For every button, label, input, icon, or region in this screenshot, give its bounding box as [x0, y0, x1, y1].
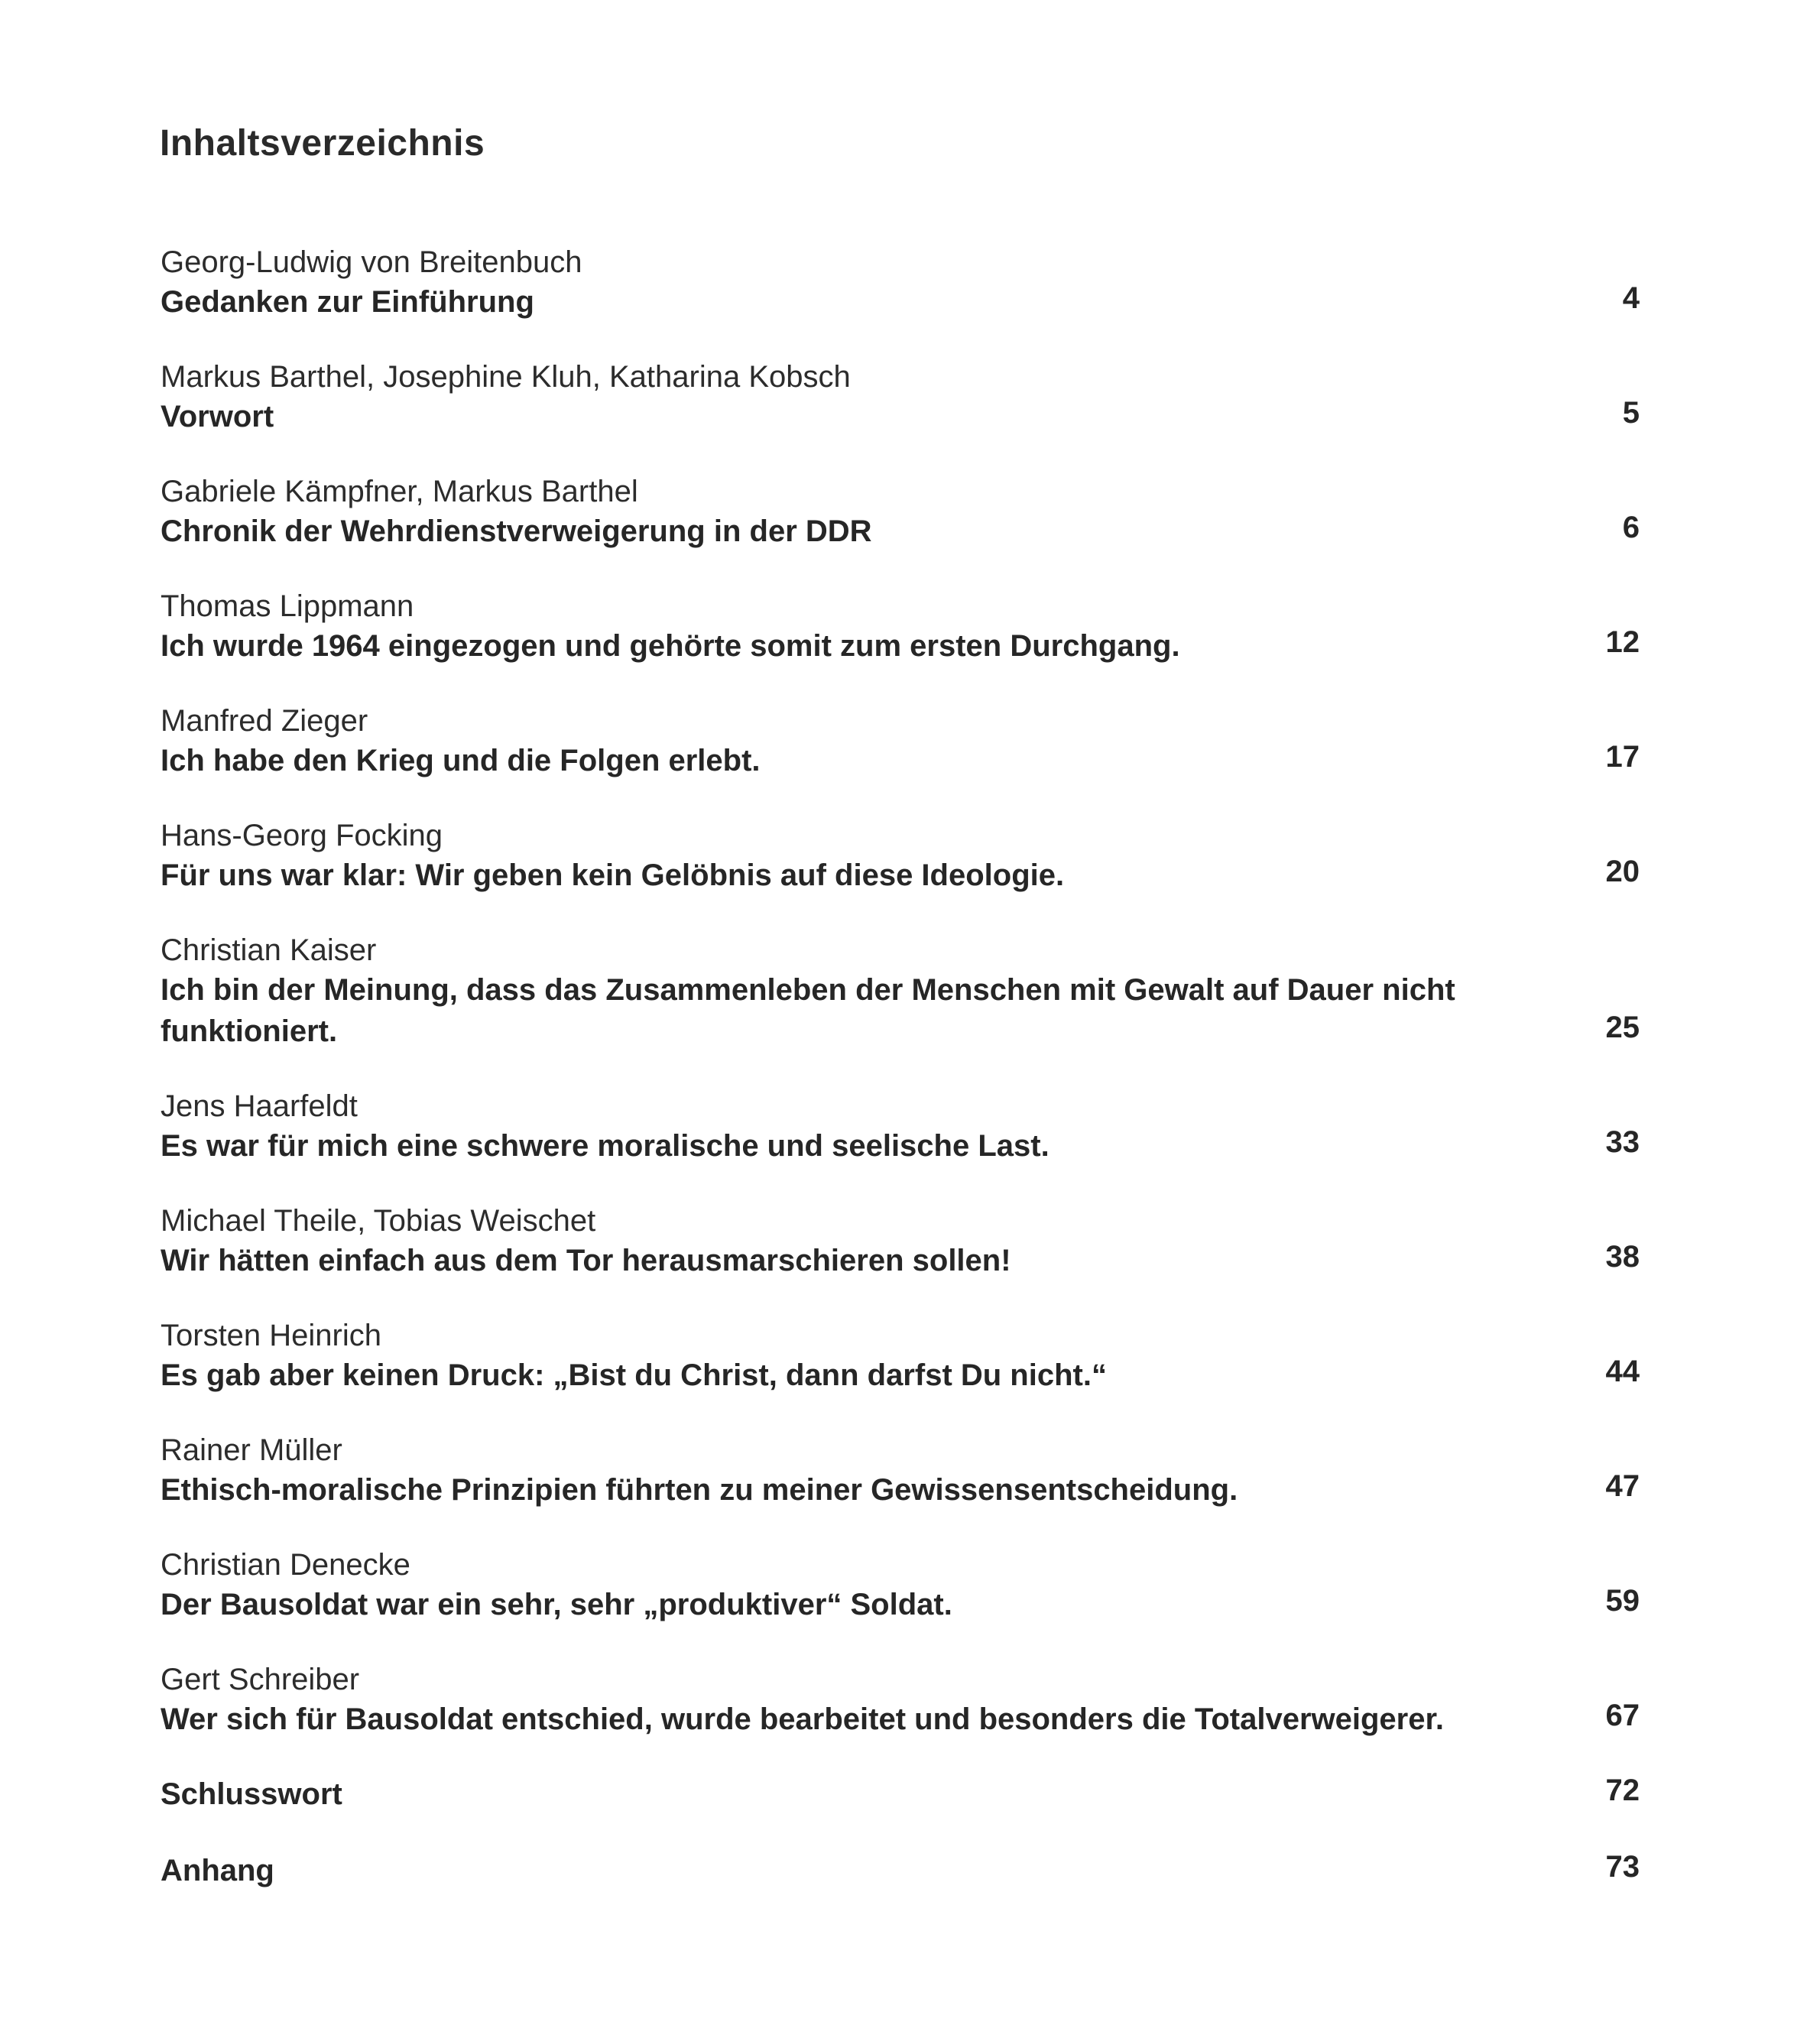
entry-author: Manfred Zieger — [161, 704, 368, 738]
entry-heading: Es war für mich eine schwere moralische und seelische Last. — [161, 1129, 1050, 1163]
toc-entry — [161, 1850, 1705, 1891]
entry-page-number: 12 — [1605, 625, 1640, 659]
entry-page-number: 5 — [1622, 396, 1640, 430]
entry-heading: Vorwort — [161, 400, 274, 433]
entry-heading: Gedanken zur Einführung — [161, 285, 534, 319]
entry-page-number: 59 — [1605, 1584, 1640, 1618]
toc-entry — [161, 1546, 1705, 1625]
toc-entry — [161, 702, 1705, 781]
entry-page-number: 4 — [1622, 281, 1640, 315]
toc-entry — [161, 931, 1705, 1052]
entry-page-number: 17 — [1605, 740, 1640, 774]
entry-author: Gabriele Kämpfner, Markus Barthel — [161, 475, 638, 508]
entry-page-number: 73 — [1605, 1850, 1640, 1884]
entry-author: Rainer Müller — [161, 1433, 342, 1467]
entry-author: Jens Haarfeldt — [161, 1089, 358, 1123]
entry-heading: Wir hätten einfach aus dem Tor herausmarschieren sollen! — [161, 1244, 1011, 1277]
toc-entry — [161, 1431, 1705, 1511]
toc-entry — [161, 587, 1705, 667]
toc-entry — [161, 243, 1705, 323]
entry-heading: Ethisch-moralische Prinzipien führten zu meiner Gewissensentscheidung. — [161, 1473, 1238, 1507]
toc-entry — [161, 1660, 1705, 1740]
entry-author: Markus Barthel, Josephine Kluh, Katharina Kobsch — [161, 360, 851, 394]
entry-page-number: 47 — [1605, 1469, 1640, 1503]
entry-heading: Ich bin der Meinung, dass das Zusammenleben der Menschen mit Gewalt auf Dauer nicht funktioniert. — [161, 973, 1455, 1048]
entry-page-number: 6 — [1622, 511, 1640, 544]
entry-author: Christian Denecke — [161, 1548, 410, 1582]
toc-entry — [161, 1774, 1705, 1815]
toc-entry — [161, 358, 1705, 437]
entry-author: Michael Theile, Tobias Weischet — [161, 1204, 596, 1238]
entry-author: Gert Schreiber — [161, 1663, 360, 1696]
entry-page-number: 72 — [1605, 1774, 1640, 1807]
toc-entry — [161, 1087, 1705, 1167]
entry-author: Thomas Lippmann — [161, 589, 414, 623]
entry-author: Georg-Ludwig von Breitenbuch — [161, 245, 582, 279]
entry-page-number: 67 — [1605, 1699, 1640, 1732]
entry-heading: Wer sich für Bausoldat entschied, wurde bearbeitet und besonders die Totalverweigerer. — [161, 1702, 1444, 1736]
toc-entry — [161, 816, 1705, 896]
entry-heading: Ich wurde 1964 eingezogen und gehörte somit zum ersten Durchgang. — [161, 629, 1180, 663]
entry-author: Christian Kaiser — [161, 933, 377, 967]
entry-heading: Chronik der Wehrdienstverweigerung in der DDR — [161, 514, 872, 548]
entry-heading: Für uns war klar: Wir geben kein Gelöbnis auf diese Ideologie. — [161, 858, 1065, 892]
entry-heading: Der Bausoldat war ein sehr, sehr „produktiver“ Soldat. — [161, 1588, 952, 1621]
entry-page-number: 20 — [1605, 855, 1640, 888]
entry-heading: Anhang — [161, 1854, 274, 1887]
toc-entry — [161, 1202, 1705, 1281]
page-title: Inhaltsverzeichnis — [160, 123, 485, 164]
entry-page-number: 25 — [1605, 1011, 1640, 1044]
entry-heading: Schlusswort — [161, 1777, 342, 1811]
toc-entry — [161, 1316, 1705, 1396]
entry-heading: Ich habe den Krieg und die Folgen erlebt. — [161, 744, 761, 777]
entry-page-number: 44 — [1605, 1355, 1640, 1388]
entry-author: Torsten Heinrich — [161, 1319, 382, 1352]
entry-heading: Es gab aber keinen Druck: „Bist du Christ, dann darfst Du nicht.“ — [161, 1358, 1107, 1392]
entry-author: Hans-Georg Focking — [161, 819, 443, 852]
entry-page-number: 33 — [1605, 1125, 1640, 1159]
entry-page-number: 38 — [1605, 1240, 1640, 1274]
toc-entry — [161, 472, 1705, 552]
